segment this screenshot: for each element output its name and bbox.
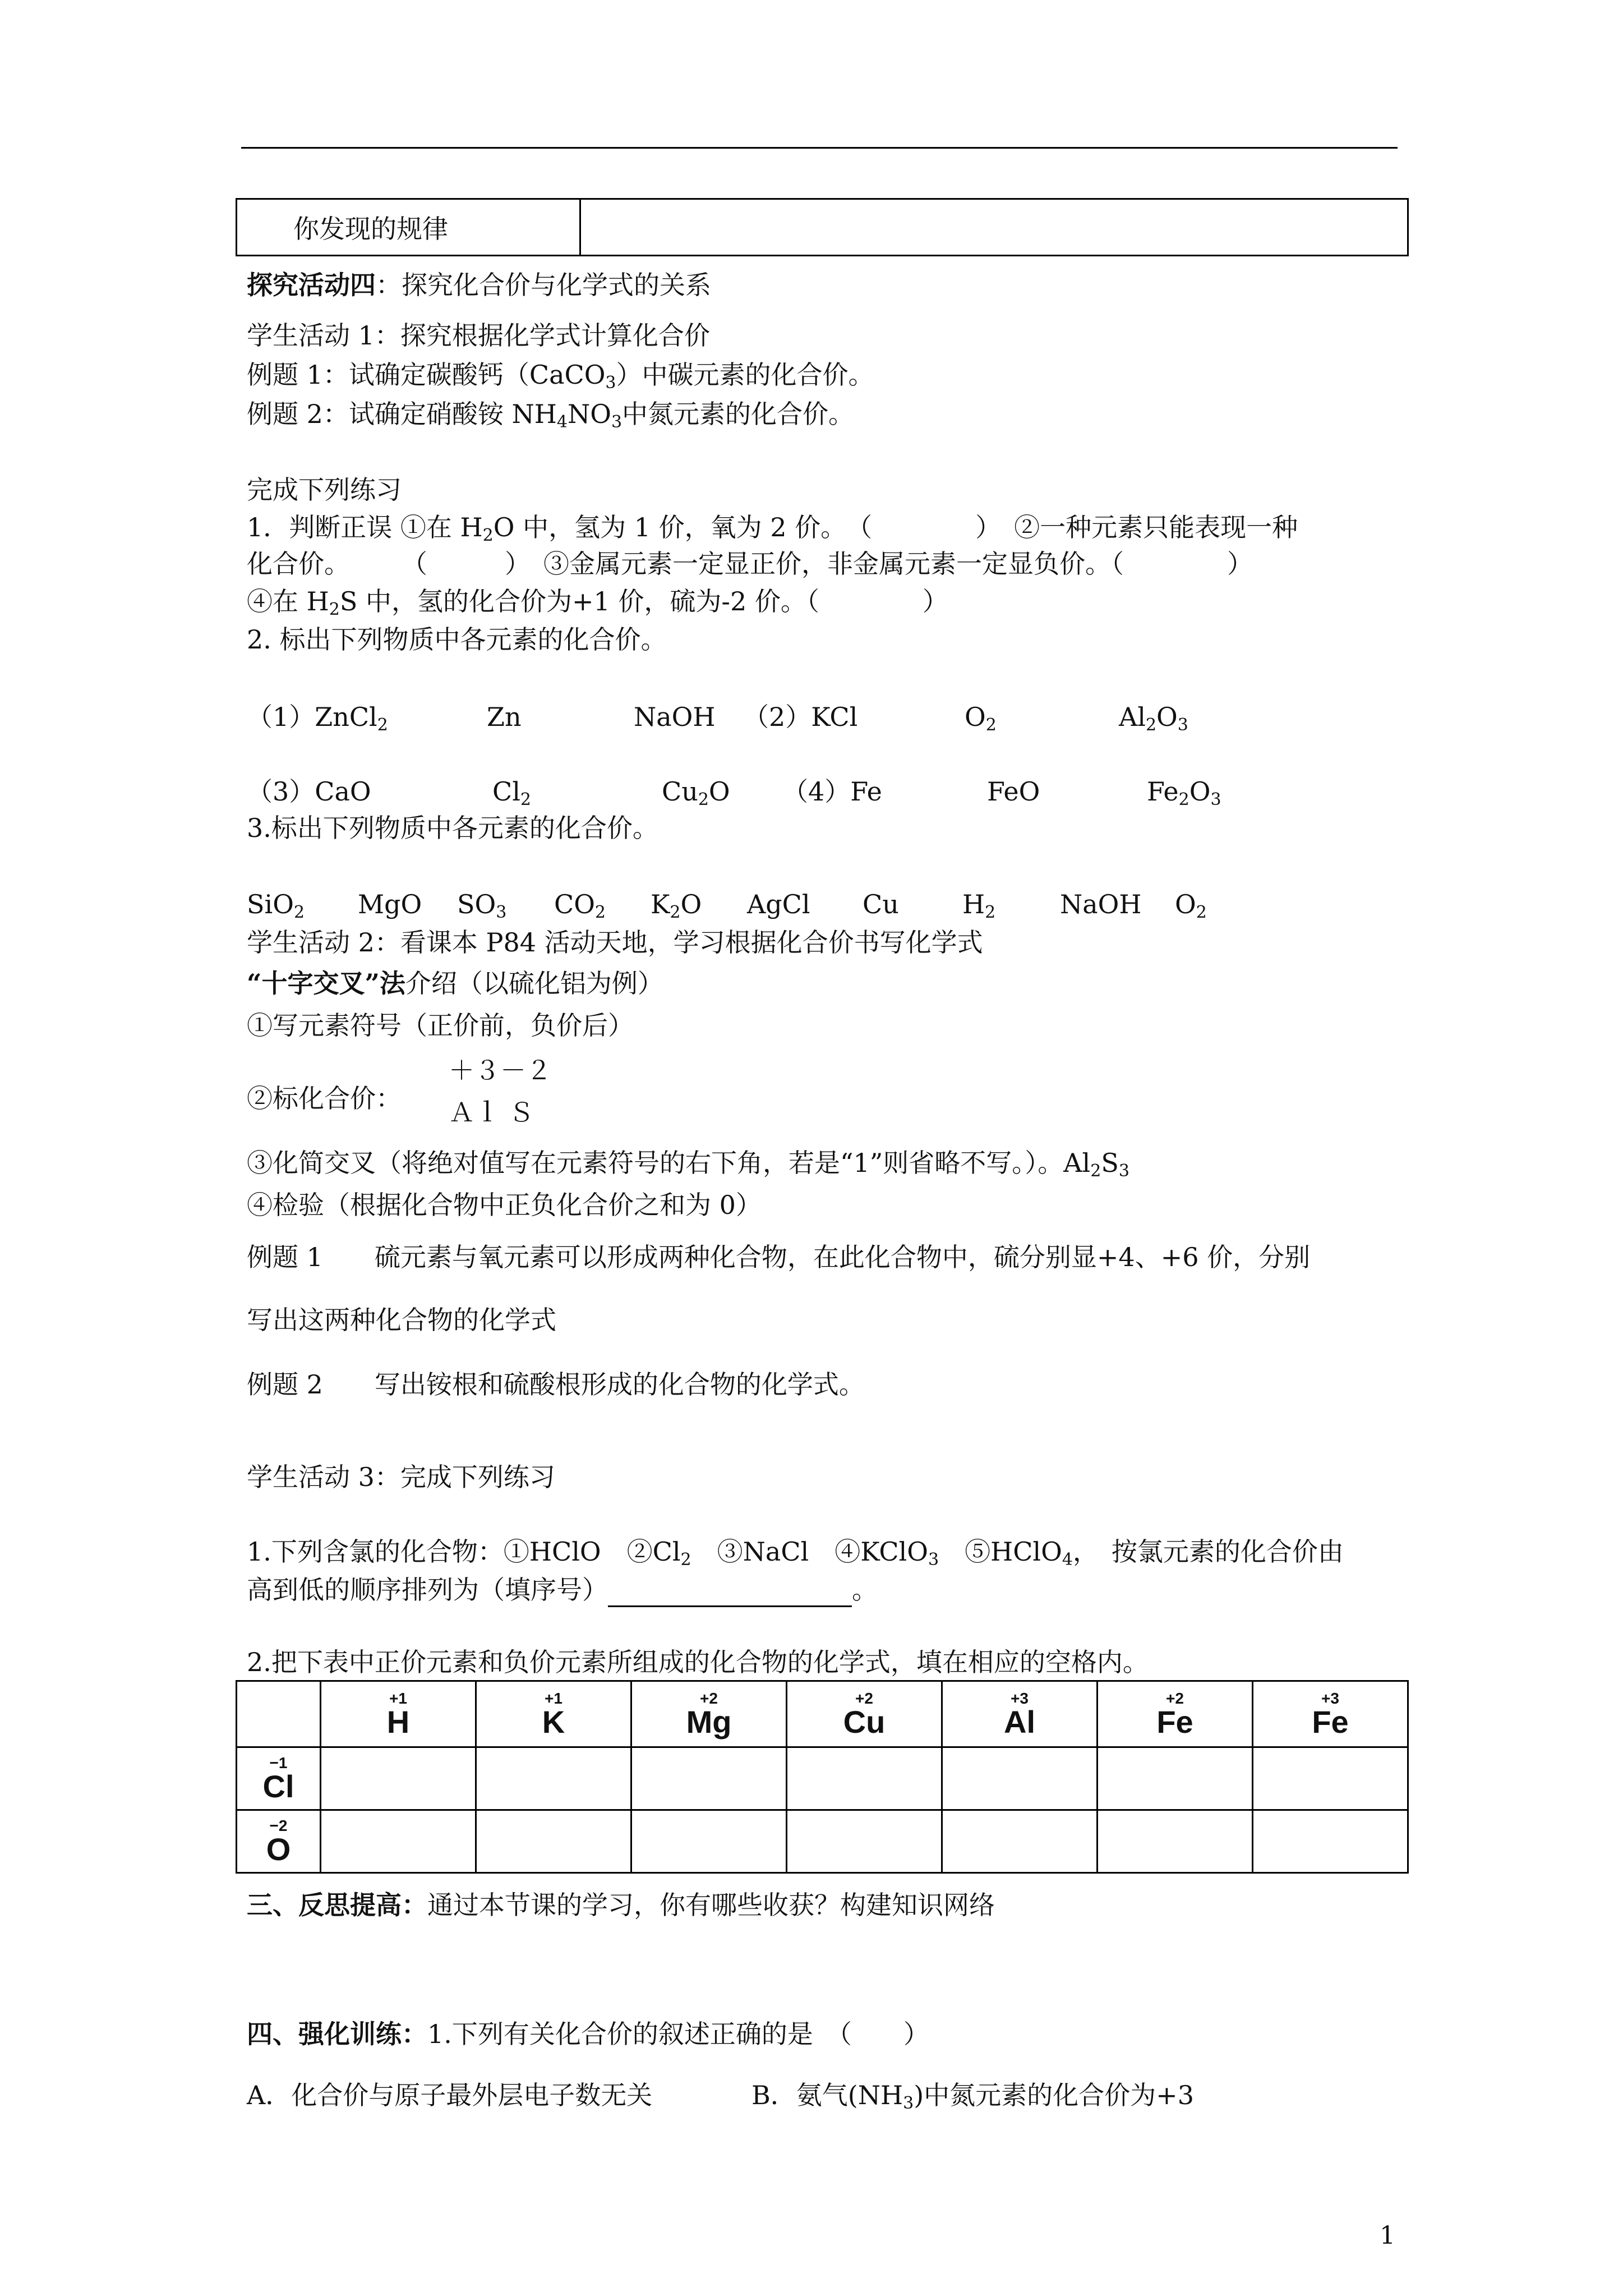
- valence-header-row: [237, 1681, 1408, 1747]
- answer-cell[interactable]: [1098, 1810, 1253, 1873]
- answer-cell[interactable]: [1253, 1810, 1408, 1873]
- answer-cell[interactable]: [631, 1810, 787, 1873]
- answer-cell[interactable]: [942, 1747, 1098, 1810]
- option-b: B．氨气$(NH_3)$中氮元素的化合价为+3: [751, 2080, 1194, 2113]
- answer-cell[interactable]: [942, 1810, 1098, 1873]
- q2-item-al2o3: $Al_2O_3$: [1119, 702, 1188, 735]
- valence-table: [236, 1680, 1409, 1874]
- col-header-mg: +2 Mg: [631, 1681, 787, 1747]
- step2-valences: ＋３－２: [449, 1055, 552, 1085]
- step3: ③化简交叉（将绝对值写在元素符号的右下角，若是“1”则省略不写。）。$Al_2S_3$: [247, 1148, 1129, 1181]
- q1-line3: ④在 $H_2S$ 中，氢的化合价为+1 价，硫为-2 价。（ ）: [247, 586, 948, 619]
- answer-cell[interactable]: [787, 1810, 942, 1873]
- q2-item-zncl2: （1）ZnCl$_2$: [247, 702, 388, 735]
- rule-answer-cell[interactable]: [580, 199, 1408, 256]
- q2-item-o2: $O_2$: [965, 702, 997, 735]
- q3-item: $O_2$: [1175, 889, 1207, 922]
- row-header-cl: −1 Cl: [237, 1747, 321, 1810]
- q2-item-cao: （3）CaO: [247, 776, 371, 807]
- answer-cell[interactable]: [321, 1810, 476, 1873]
- q3-item: AgCl: [747, 889, 810, 919]
- col-header-fe3: +3 Fe: [1253, 1681, 1408, 1747]
- section4-title: 四、强化训练：1.下列有关化合价的叙述正确的是 （ ）: [247, 2019, 929, 2049]
- q1-line2: 化合价。 （ ） ③金属元素一定显正价，非金属元素一定显负价。（ ）: [247, 549, 1253, 579]
- option-a: A．化合价与原子最外层电子数无关: [247, 2080, 653, 2110]
- student-activity1-title: 学生活动 1：探究根据化学式计算化合价: [247, 320, 710, 351]
- header-rule: [241, 147, 1398, 149]
- step2-label: ②标化合价：: [247, 1083, 402, 1114]
- col-header-al: +3 Al: [942, 1681, 1098, 1747]
- table-row: [237, 1747, 1408, 1810]
- q3-item: SiO$_2$: [247, 889, 305, 922]
- q3-item: $H_2$: [962, 889, 996, 922]
- q2-item-naoh: NaOH: [634, 702, 716, 732]
- answer-cell[interactable]: [631, 1747, 787, 1810]
- q3-title: 3.标出下列物质中各元素的化合价。: [247, 813, 658, 843]
- step4: ④检验（根据化合物中正负化合价之和为 0）: [247, 1190, 762, 1220]
- section3-title: 三、反思提高：通过本节课的学习，你有哪些收获？构建知识网络: [247, 1890, 995, 1920]
- practice-title: 完成下列练习: [247, 475, 402, 505]
- answer-cell[interactable]: [476, 1810, 631, 1873]
- student-activity2-title: 学生活动 2：看课本 P84 活动天地，学习根据化合价书写化学式: [247, 927, 983, 958]
- q2-item-feo: FeO: [987, 776, 1040, 807]
- example1: 例题 1：试确定碳酸钙（CaCO$_3$）中碳元素的化合价。: [247, 360, 874, 393]
- q3-item: $SO_3$: [457, 889, 507, 922]
- q3-item: $K_2O$: [651, 889, 702, 922]
- q3-item: NaOH: [1060, 889, 1142, 919]
- q1-line1: 1．判断正误 ①在 $H_2O$ 中，氢为 1 价，氧为 2 价。 （ ） ②一种元素只能表现一种: [247, 512, 1298, 545]
- step1: ①写元素符号（正价前，负价后）: [247, 1010, 634, 1041]
- q2-title: 2. 标出下列物质中各元素的化合价。: [247, 624, 667, 655]
- p2-title: 2.把下表中正价元素和负价元素所组成的化合物的化学式，填在相应的空格内。: [247, 1647, 1149, 1677]
- answer-cell[interactable]: [476, 1747, 631, 1810]
- q3-item: MgO: [358, 889, 422, 919]
- activity4-title: 探究活动四：探究化合价与化学式的关系: [247, 270, 711, 300]
- col-header-cu: +2 Cu: [787, 1681, 942, 1747]
- q3-item: $CO_2$: [554, 889, 606, 922]
- student-activity3-title: 学生活动 3：完成下列练习: [247, 1462, 555, 1492]
- example4: 例题 2 写出铵根和硫酸根形成的化合物的化学式。: [247, 1369, 865, 1400]
- table-row: [237, 1810, 1408, 1873]
- example3-line1: 例题 1 硫元素与氧元素可以形成两种化合物，在此化合物中，硫分别显+4、+6 价，分别: [247, 1242, 1311, 1272]
- p1-line2: 高到低的顺序排列为（填序号） 。: [247, 1574, 878, 1607]
- p1-line1: 1.下列含氯的化合物：①HClO $②Cl_2$ ③NaCl ④KClO$_3$ ⑤HClO$_4$， 按氯元素的化合价由: [247, 1536, 1344, 1570]
- rule-table: [236, 198, 1409, 256]
- q2-item-zn: Zn: [487, 702, 522, 732]
- answer-cell[interactable]: [787, 1747, 942, 1810]
- q2-item-cu2o: $Cu_2O$: [662, 776, 730, 809]
- corner-cell: [237, 1681, 321, 1747]
- col-header-k: +1 K: [476, 1681, 631, 1747]
- q2-item-fe: （4）Fe: [782, 776, 882, 807]
- page-number: 1: [1380, 2221, 1395, 2250]
- col-header-h: +1 H: [321, 1681, 476, 1747]
- row-header-o: −2 O: [237, 1810, 321, 1873]
- step2-symbols: Ａｌ Ｓ: [449, 1097, 534, 1128]
- cross-method-title: “十字交叉”法介绍（以硫化铝为例）: [247, 968, 663, 999]
- q2-item-cl2: $Cl_2$: [492, 776, 532, 809]
- q3-item: Cu: [863, 889, 899, 919]
- example3-line2: 写出这两种化合物的化学式: [247, 1305, 556, 1335]
- answer-cell[interactable]: [321, 1747, 476, 1810]
- answer-cell[interactable]: [1253, 1747, 1408, 1810]
- col-header-fe2: +2 Fe: [1098, 1681, 1253, 1747]
- q2-item-fe2o3: $Fe_2O_3$: [1147, 776, 1221, 809]
- rule-label: 你发现的规律: [237, 199, 580, 256]
- answer-blank[interactable]: [608, 1574, 852, 1607]
- example2: 例题 2：试确定硝酸铵 $NH_4NO_3$中氮元素的化合价。: [247, 399, 855, 432]
- q2-item-kcl: （2）KCl: [743, 702, 858, 732]
- answer-cell[interactable]: [1098, 1747, 1253, 1810]
